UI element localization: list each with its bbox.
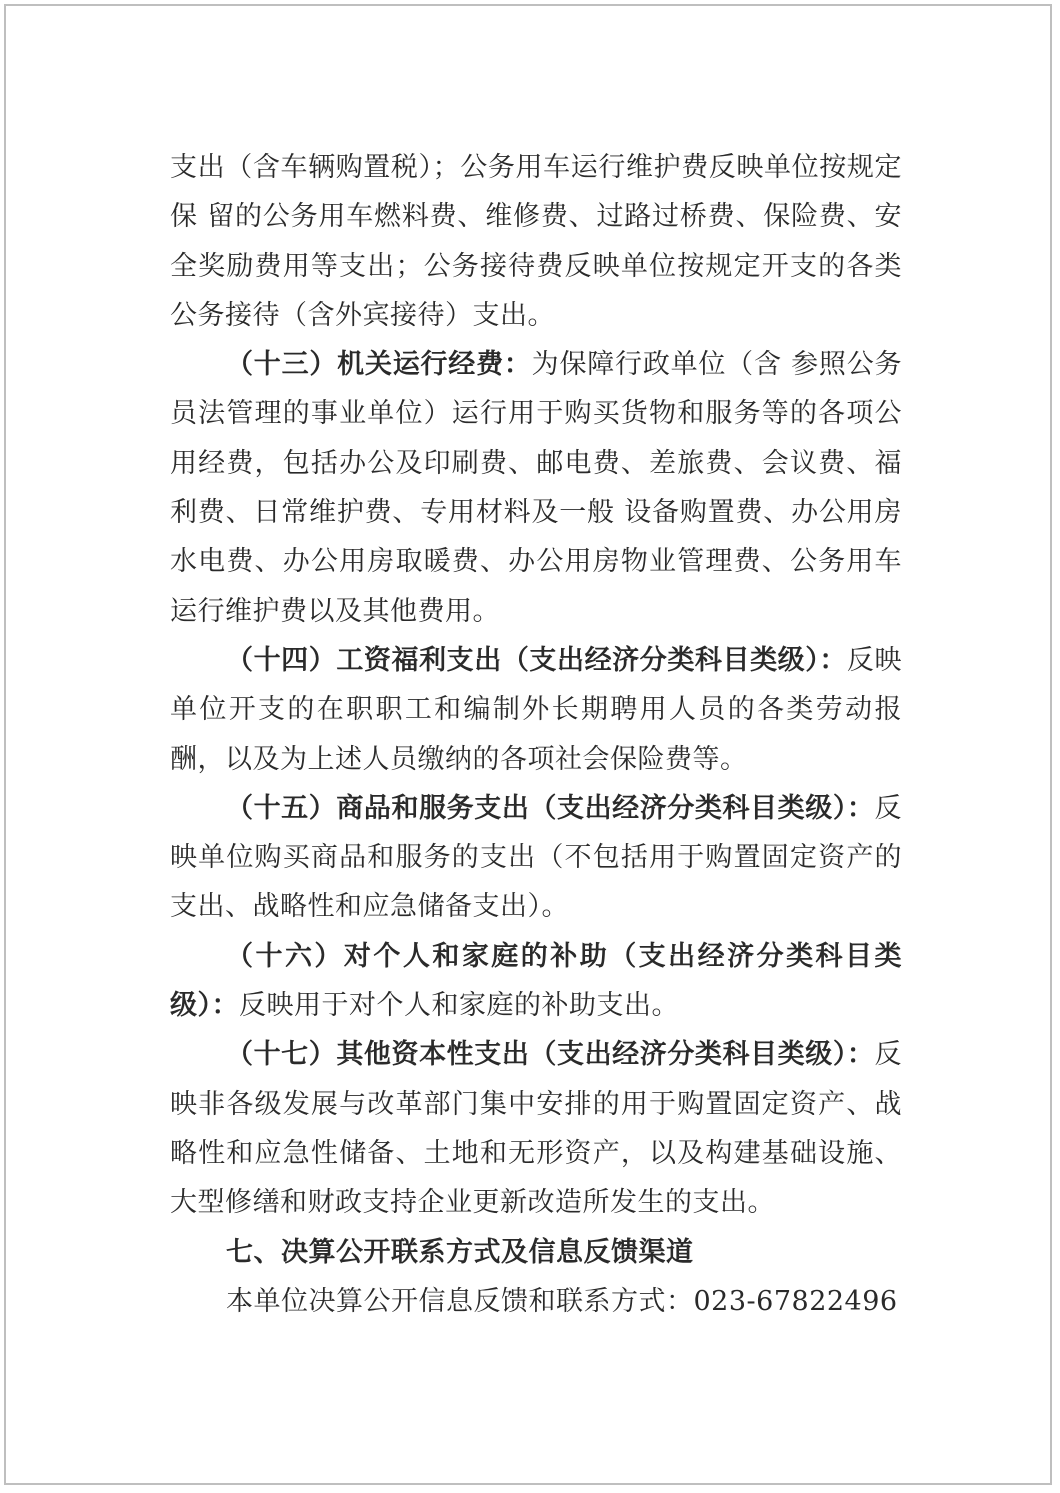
section-7-heading: 七、决算公开联系方式及信息反馈渠道 — [226, 1236, 694, 1268]
paragraph-15 — [170, 784, 902, 932]
paragraph-15-lead: （十五）商品和服务支出（支出经济分类科目类级）： — [226, 792, 875, 824]
paragraph-17-body: 反映非各级发展与改革部门集中安排的用于购置固定资产、战略性和应急性储备、土地和无形资产，以及构建基础设施、大型修缮和财政支持企业更新改造所发生的支出。 — [170, 1039, 902, 1219]
paragraph-13-lead: （十三）机关运行经费： — [226, 349, 532, 381]
document-body — [170, 143, 902, 1326]
paragraph-14-lead: （十四）工资福利支出（支出经济分类科目类级）： — [226, 644, 847, 676]
paragraph-16-lead: （十六）对个人和家庭的补助（支出经济分类科目类级）： — [170, 940, 902, 1022]
paragraph-expense-definitions: 支出（含车辆购置税）；公务用车运行维护费反映单位按规定保 留的公务用车燃料费、维修费、过路过桥费、保险费、安全奖励费用等支出；公务接待费反映单位按规定开支的各类公务接待（含外宾接待）支出。 — [170, 152, 902, 331]
paragraph-14 — [170, 636, 902, 784]
contact-phone: 023-67822496 — [693, 1285, 898, 1317]
paragraph-13 — [170, 340, 902, 636]
contact-label: 本单位决算公开信息反馈和联系方式： — [226, 1285, 694, 1317]
paragraph-17-lead: （十七）其他资本性支出（支出经济分类科目类级）： — [226, 1039, 875, 1071]
paragraph-16 — [170, 932, 902, 1031]
paragraph-16-body: 反映用于对个人和家庭的补助支出。 — [239, 990, 679, 1022]
paragraph-14-body: 反映单位开支的在职职工和编制外长期聘用人员的各类劳动报酬，以及为上述人员缴纳的各项社会保险费等。 — [170, 644, 903, 775]
paragraph-17 — [170, 1030, 902, 1227]
paragraph-15-body: 反映单位购买商品和服务的支出（不包括用于购置固定资产的支出、战略性和应急储备支出）。 — [170, 792, 902, 923]
document-page — [4, 4, 1052, 1485]
paragraph-13-body: 为保障行政单位（含 参照公务员法管理的事业单位）运行用于购买货物和服务等的各项公用经费，包括办公及印刷费、邮电费、差旅费、会议费、福利费、日常维护费、专用材料及一般 设备购置费、办公用房水电费、办公用房取暖费、办公用房物业管理费、公务用车运行维护费以及其他费用。 — [170, 349, 902, 627]
contact-line — [170, 1277, 902, 1326]
